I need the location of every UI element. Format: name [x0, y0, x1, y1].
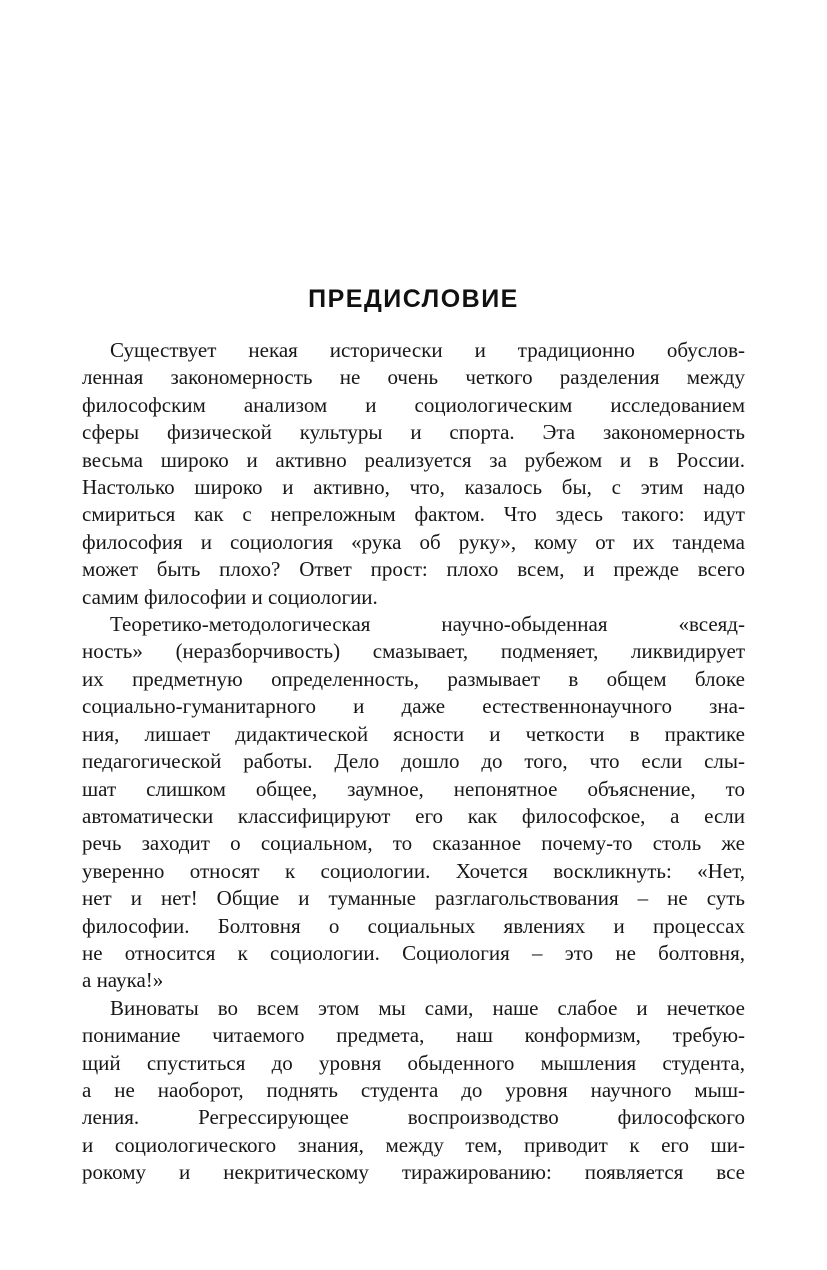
text-line: смириться как с непреложным фактом. Что здесь такого: идут: [82, 502, 745, 527]
text-line: рокому и некритическому тиражированию: появляется все: [82, 1160, 745, 1185]
text-line: нет и нет! Общие и туманные разглагольствования – не суть: [82, 886, 745, 911]
text-line: а наука!»: [82, 968, 164, 993]
text-line: а не наоборот, поднять студента до уровня научного мыш-: [82, 1077, 745, 1102]
text-block: [82, 284, 745, 1187]
text-line: Существует некая исторически и традиционно обуслов-: [110, 338, 745, 362]
text-line: весьма широко и активно реализуется за рубежом и в России.: [82, 447, 745, 472]
text-line: социально-гуманитарного и даже естественнонаучного зна-: [82, 694, 745, 719]
text-line: философии. Болтовня о социальных явлениях и процессах: [82, 913, 745, 938]
text-line: щий спуститься до уровня обыденного мышления студента,: [82, 1050, 745, 1075]
text-line: ленная закономерность не очень четкого разделения между: [82, 365, 745, 390]
text-line: речь заходит о социальном, то сказанное почему-то столь же: [82, 831, 745, 856]
text-line: и социологического знания, между тем, приводит к его ши-: [82, 1132, 745, 1157]
text-line: автоматически классифицируют его как философское, а если: [82, 803, 745, 828]
text-line: ления. Регрессирующее воспроизводство философского: [82, 1105, 745, 1130]
page-title: ПРЕДИСЛОВИЕ: [308, 285, 519, 313]
paragraph-2: [82, 611, 745, 995]
text-line: Теоретико-методологическая научно-обыденная «всеяд-: [110, 612, 745, 637]
text-line: Виноваты во всем этом мы сами, наше слабое и нечеткое: [110, 995, 745, 1020]
text-line: может быть плохо? Ответ прост: плохо всем, и прежде всего: [82, 557, 745, 582]
text-line: ния, лишает дидактической ясности и четкости в практике: [82, 721, 745, 746]
body-text: [82, 337, 745, 1187]
text-line: шат слишком общее, заумное, непонятное объяснение, то: [82, 776, 745, 801]
paragraph-1: [82, 337, 745, 611]
text-line: сферы физической культуры и спорта. Эта закономерность: [82, 420, 745, 445]
text-line: философия и социология «рука об руку», кому от их тандема: [82, 529, 745, 554]
text-line: педагогической работы. Дело дошло до того, что если слы-: [82, 749, 745, 774]
text-line: философским анализом и социологическим исследованием: [82, 392, 745, 417]
text-line: уверенно относят к социологии. Хочется воскликнуть: «Нет,: [82, 858, 745, 883]
text-line: их предметную определенность, размывает в общем блоке: [82, 666, 745, 691]
text-line: не относится к социологии. Социология – это не болтовня,: [82, 940, 745, 965]
text-line: Настолько широко и активно, что, казалось бы, с этим надо: [82, 475, 745, 500]
text-line: ность» (неразборчивость) смазывает, подменяет, ликвидирует: [82, 639, 745, 664]
text-line: понимание читаемого предмета, наш конформизм, требую-: [82, 1023, 745, 1048]
text-line: самим философии и социологии.: [82, 584, 378, 609]
paragraph-3: [82, 995, 745, 1187]
